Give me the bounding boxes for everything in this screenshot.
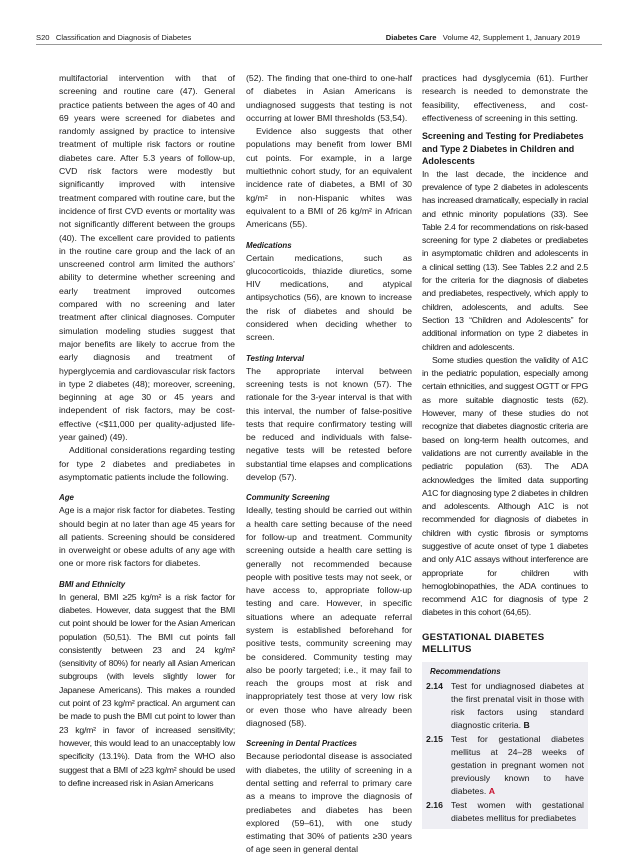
recommendation-body: Test for gestational diabetes mellitus at 24–28 weeks of gestation in pregnant women not previously known to have diabetes.	[451, 733, 584, 796]
gdm-heading: GESTATIONAL DIABETES MELLITUS	[422, 631, 545, 655]
recommendation-number: 2.15	[426, 733, 443, 744]
dental-screening-heading: Screening in Dental Practices	[246, 739, 357, 749]
recommendations-heading: Recommendations	[430, 666, 501, 676]
dental-screening-text: Because periodontal disease is associated with diabetes, the utility of screening in a dental setting and referral to primary care as a means to improve the diagnosis of prediabetes and diabetes has been explored (59–61), with one study estimating that 30% of patients ≥30 years of age seen in general dental	[246, 751, 412, 855]
recommendation-item	[426, 680, 584, 732]
issue-info: Volume 42, Supplement 1, January 2019	[442, 33, 580, 42]
bmi-heading: BMI and Ethnicity	[59, 579, 126, 589]
col1-paragraph-1: multifactorial intervention with that of screening and routine care (47). General practice patients between the ages of 40 and 69 years were screened for diabetes and randomly assigned by practice to intensive treatment of multiple risk factors or routine diabetes care. After 5.3 years of follow-up, CVD risk factors were modestly but significantly improved with intensive treatment compared with routine care, but the incidence of first CVD events or mortality was not significantly different between the groups (40). The excellent care provided to patients in the routine care group and the lack of an unscreened control arm limited the authors’ ability to determine whether screening and early treatment improved outcomes compared with no screening and later treatment after clinical diagnoses. Computer simulation modeling studies suggest that major benefits are likely to accrue from the early diagnosis and treatment of hyperglycemia and cardiovascular risk factors in type 2 diabetes (48); moreover, screening, beginning at age 30 or 45 years and independent of risk factors, may be cost-effective (<$11,000 per quality-adjusted life-year gained) (49).	[59, 73, 235, 443]
recommendation-item	[426, 799, 584, 825]
evidence-grade: B	[523, 719, 530, 730]
age-heading: Age	[59, 493, 74, 503]
recommendation-text	[448, 680, 584, 732]
recommendation-item	[426, 733, 584, 798]
col3-paragraph-1: practices had dysglycemia (61). Further research is needed to demonstrate the feasibility, effectiveness, and cost-effectiveness of screening in this setting.	[422, 73, 588, 123]
recommendation-text	[448, 799, 584, 825]
recommendation-number: 2.14	[426, 680, 443, 691]
page-number: S20	[36, 33, 50, 42]
medications-text: Certain medications, such as glucocorticoids, thiazide diuretics, some HIV medications, and atypical antipsychotics (56), are known to increase the risk of diabetes and should be considered when deciding whether to screen.	[246, 252, 412, 343]
column-1	[59, 72, 235, 790]
col3-paragraph-3: Some studies question the validity of A1C in the pediatric population, especially among certain ethnicities, and suggest OGTT or FPG as more suitable diagnostic tests (62). However, many of these studies do not recognize that diabetes diagnostic criteria are based on long-term health outcomes, and validations are not currently available in the pediatric population (63). The ADA acknowledges the limited data supporting A1C for diagnosing type 2 diabetes in children and adolescents. Although A1C is not recommended for diagnosis of diabetes in children with cystic fibrosis or symptoms suggestive of acute onset of type 1 diabetes and only A1C assays without interference are appropriate for children with hemoglobinopathies, the ADA continues to recommend A1C for diagnosis of type 2 diabetes in this cohort (64,65).	[422, 354, 588, 618]
col3-paragraph-2: In the last decade, the incidence and prevalence of type 2 diabetes in adolescents has increased dramatically, especially in racial and ethnic minority populations (33). See Table 2.4 for recommendations on risk-based screening for type 2 diabetes or prediabetes in asymptomatic children and adolescents in a clinical setting (13). See Tables 2.2 and 2.5 for the criteria for the diagnosis of diabetes and prediabetes, respectively, which apply to children, adolescents, and adults. See Section 13 “Children and Adolescents” for additional information on type 2 diabetes in children and adolescents.	[422, 168, 588, 352]
page-header	[0, 0, 638, 60]
recommendation-text	[448, 733, 584, 798]
recommendation-body: Test for undiagnosed diabetes at the first prenatal visit in those with risk factors using standard diagnostic criteria.	[451, 680, 584, 730]
testing-interval-text: The appropriate interval between screening tests is not known (57). The rationale for the 3-year interval is that with this interval, the number of false-positive tests that require confirmatory testing will be reduced and individuals with false-negative tests will be retested before substantial time elapses and complications develop (57).	[246, 365, 412, 483]
journal-name: Diabetes Care	[385, 33, 437, 42]
evidence-grade: A	[488, 785, 495, 796]
col2-paragraph-1: (52). The finding that one-third to one-half of diabetes in Asian Americans is undiagnosed suggests that testing is not occurring at lower BMI thresholds (53,54).	[246, 73, 412, 123]
community-screening-text: Ideally, testing should be carried out within a health care setting because of the need for follow-up and treatment. Community screening outside a health care setting is generally not recommended because people with positive tests may not seek, or have access to, appropriate follow-up testing and care. However, in specific situations where an adequate referral system is established beforehand for positive tests, community screening may be considered. Community testing may also be poorly targeted; i.e., it may fail to reach the groups most at risk and inappropriately test those at very low risk or even those who have already been diagnosed (58).	[246, 505, 412, 729]
column-3	[422, 72, 588, 829]
recommendation-body: Test women with gestational diabetes mellitus for prediabetes	[451, 799, 584, 823]
header-left	[36, 33, 191, 42]
children-screening-heading: Screening and Testing for Prediabetes and Type 2 Diabetes in Children and Adolescents	[422, 131, 584, 167]
col2-paragraph-2: Evidence also suggests that other populations may benefit from lower BMI cut points. For example, in a large multiethnic cohort study, for an equivalent incidence rate of diabetes, a BMI of 30 kg/m² in non-Hispanic whites was equivalent to a BMI of 26 kg/m² in African Americans (55).	[246, 126, 412, 230]
column-2	[246, 72, 412, 857]
header-right	[386, 33, 580, 42]
testing-interval-heading: Testing Interval	[246, 353, 305, 363]
section-title: Classification and Diagnosis of Diabetes	[55, 33, 192, 42]
age-text: Age is a major risk factor for diabetes. Testing should begin at no later than age 45 years for all patients. Screening should be considered in overweight or obese adults of any age with one or more risk factors for diabetes.	[59, 505, 235, 569]
medications-heading: Medications	[246, 240, 292, 250]
community-screening-heading: Community Screening	[246, 493, 330, 503]
recommendation-number: 2.16	[426, 799, 443, 810]
col1-paragraph-2: Additional considerations regarding testing for type 2 diabetes and prediabetes in asymptomatic patients include the following.	[59, 445, 235, 482]
recommendations-box	[422, 662, 588, 829]
bmi-text: In general, BMI ≥25 kg/m² is a risk factor for diabetes. However, data suggest that the BMI cut point should be lower for the Asian American population (50,51). The BMI cut points fall consistently between 23 and 24 kg/m² (sensitivity of 80%) for nearly all Asian American subgroups (with levels slightly lower for Japanese Americans). This makes a rounded cut point of 23 kg/m² practical. An argument can be made to push the BMI cut point to lower than 23 kg/m² in favor of increased sensitivity; however, this would lead to an unacceptably low specificity (13.1%). Data from the WHO also suggest that a BMI of ≥23 kg/m² should be used to define increased risk in Asian Americans	[59, 591, 235, 788]
header-divider	[36, 44, 602, 45]
